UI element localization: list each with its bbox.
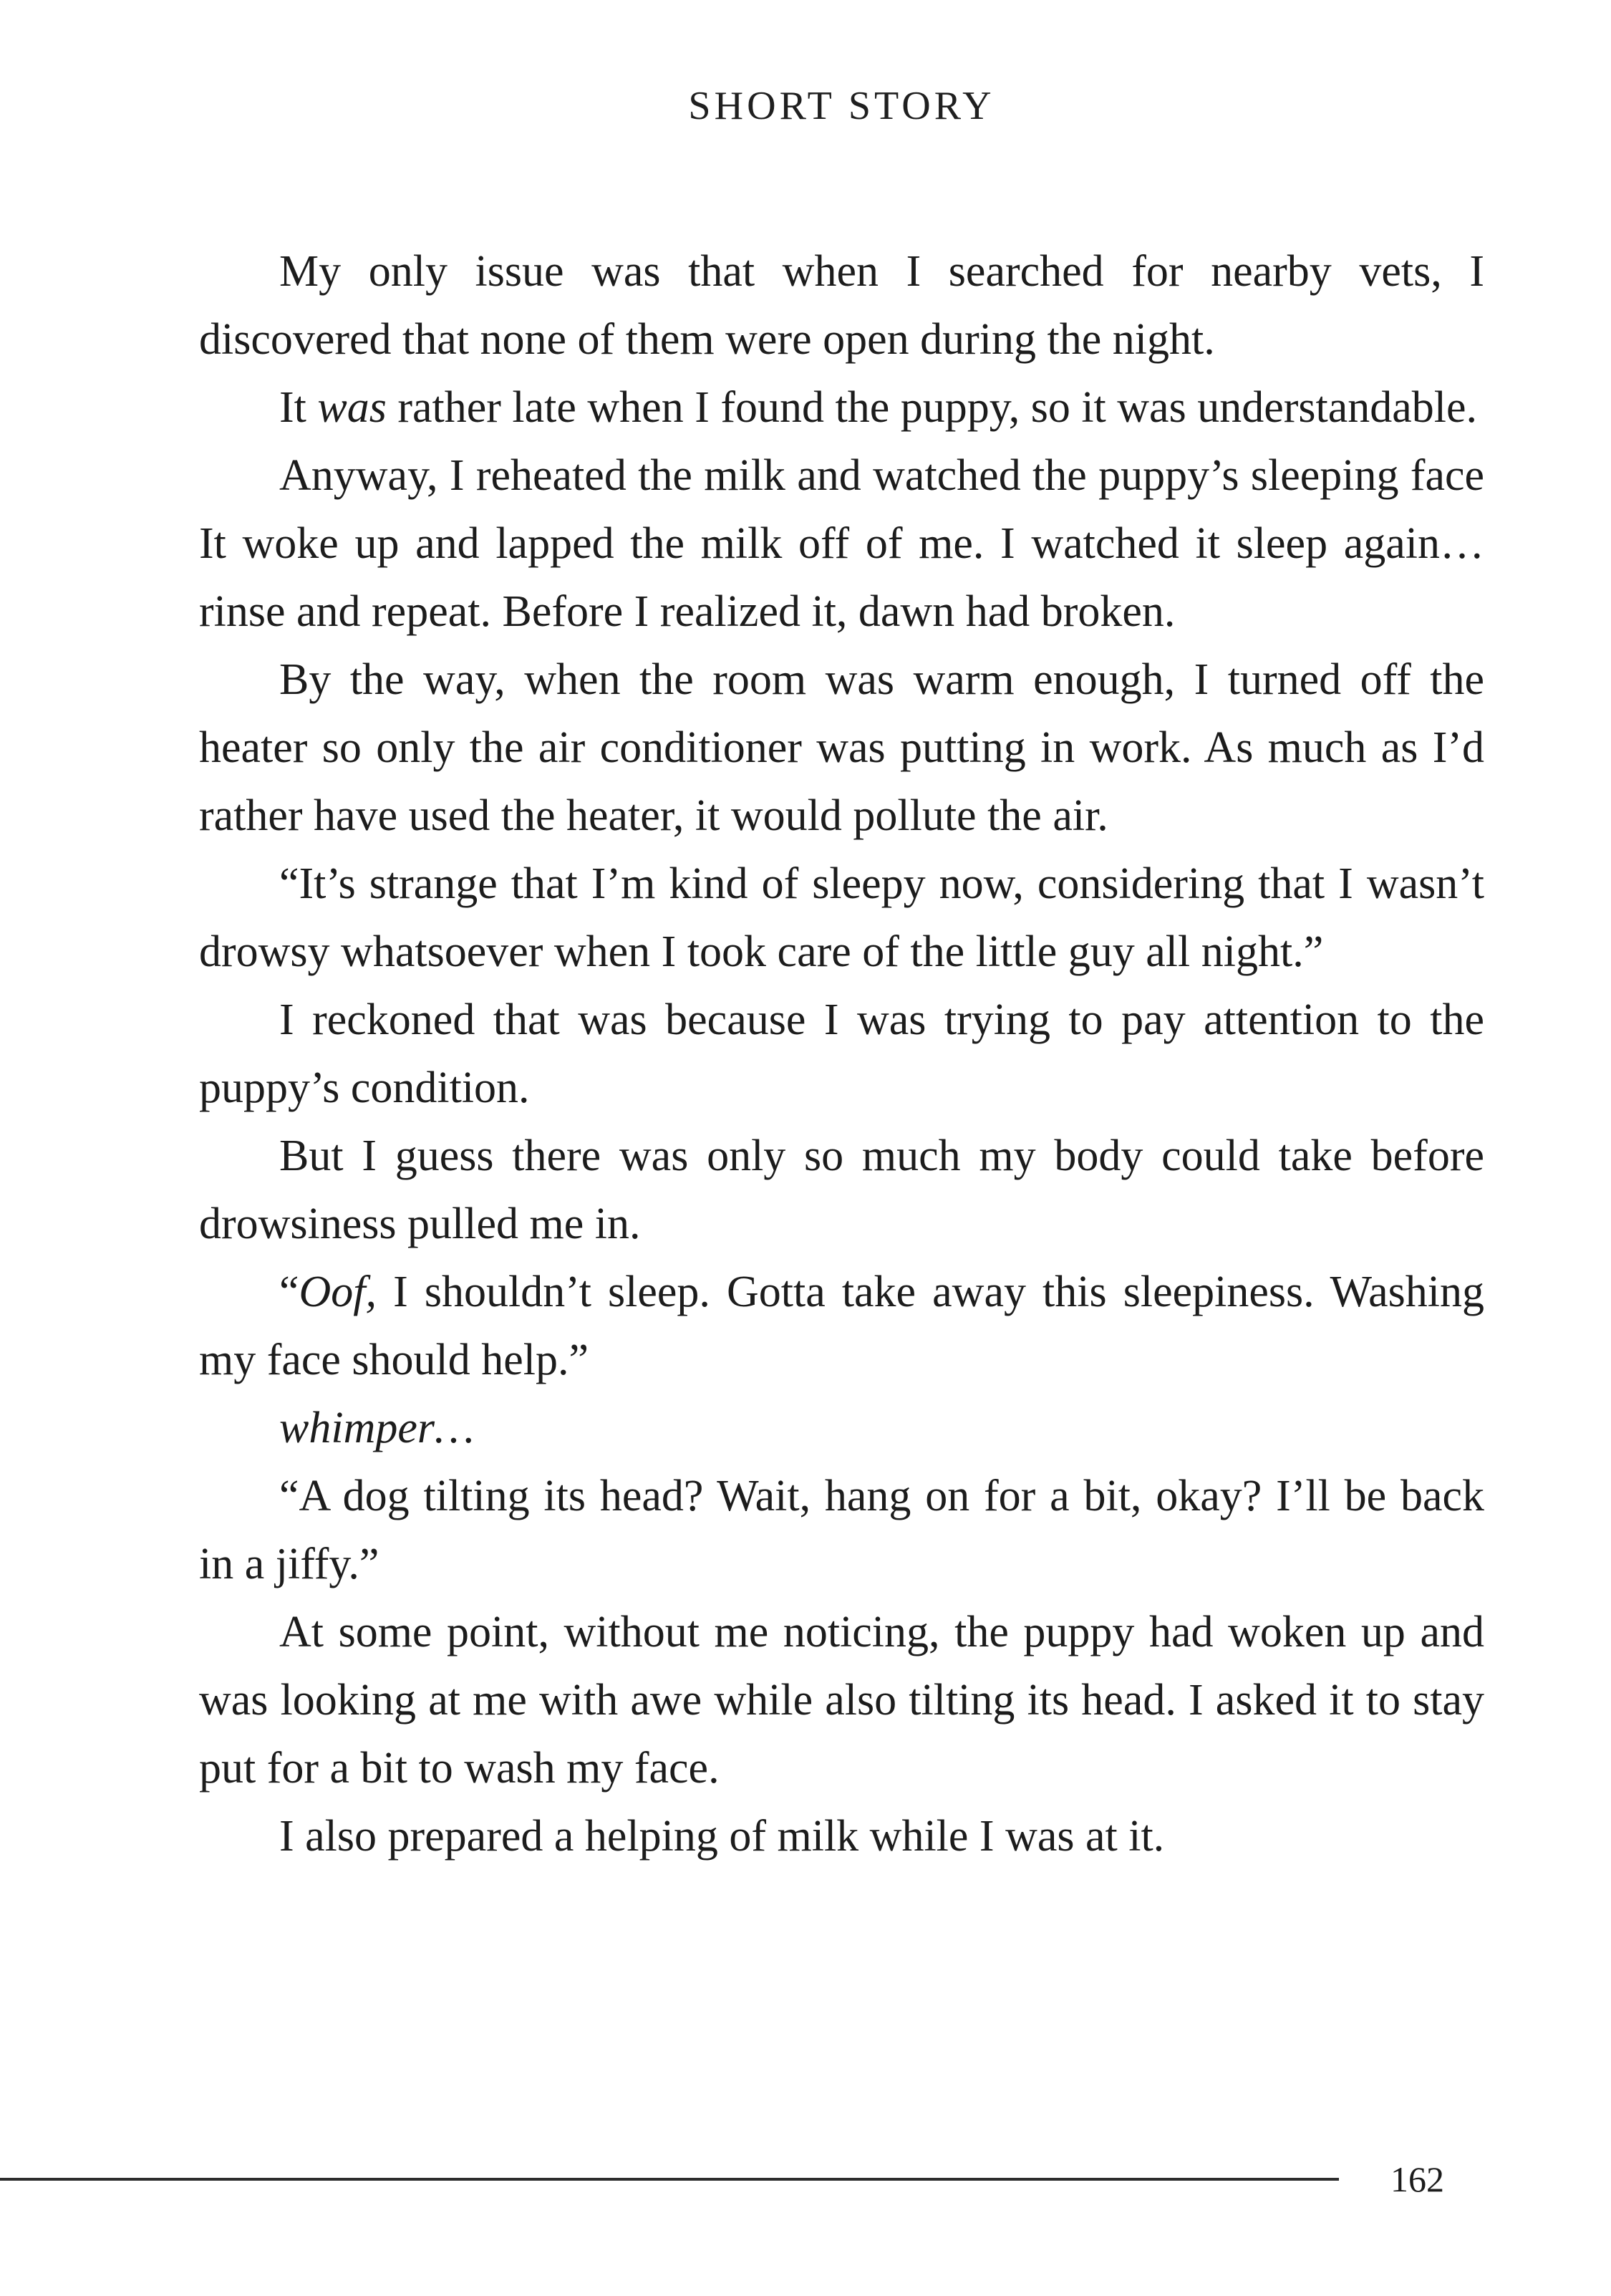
story-paragraph [199, 850, 1484, 986]
story-paragraph [199, 238, 1484, 374]
regular-text: “ [279, 1268, 299, 1316]
story-paragraph [199, 1394, 1484, 1462]
story-paragraph [199, 1803, 1484, 1871]
story-paragraph [199, 646, 1484, 850]
regular-text: I reckoned that was because I was trying to pay attention to the puppy’s condition. [199, 995, 1484, 1112]
footer-rule [0, 2178, 1339, 2181]
regular-text: My only issue was that when I searched for nearby vets, I discovered that none of them were open during the night. [199, 247, 1484, 364]
story-paragraph [199, 442, 1484, 646]
story-paragraph [199, 1122, 1484, 1258]
regular-text: It [279, 383, 318, 432]
regular-text: But I guess there was only so much my body could take before drowsiness pulled me in. [199, 1132, 1484, 1248]
page-number: 162 [1390, 2159, 1444, 2199]
italic-text: Oof, [299, 1268, 377, 1316]
regular-text: By the way, when the room was warm enough, I turned off the heater so only the air conditioner was putting in work. As much as I’d rather have used the heater, it would pollute the air. [199, 655, 1484, 840]
italic-text: was [317, 383, 387, 432]
regular-text: At some point, without me noticing, the puppy had woken up and was looking at me with awe while also tilting its head. I asked it to stay put for a bit to wash my face. [199, 1608, 1484, 1793]
italic-text: whimper… [279, 1404, 475, 1452]
story-paragraph [199, 374, 1484, 442]
regular-text: “It’s strange that I’m kind of sleepy now, considering that I wasn’t drowsy whatsoever when I took care of the little guy all night.” [199, 859, 1484, 976]
story-paragraph [199, 1462, 1484, 1598]
regular-text: Anyway, I reheated the milk and watched the puppy’s sleeping face It woke up and lapped the milk off of me. I watched it sleep again…rinse and repeat. Before I realized it, dawn had broken. [199, 451, 1484, 636]
regular-text: rather late when I found the puppy, so it was understandable. [386, 383, 1478, 432]
regular-text: “A dog tilting its head? Wait, hang on for a bit, okay? I’ll be back in a jiffy.” [199, 1472, 1484, 1588]
running-head: SHORT STORY [688, 84, 995, 128]
story-paragraph [199, 1598, 1484, 1803]
regular-text: I shouldn’t sleep. Gotta take away this sleepiness. Washing my face should help.” [199, 1268, 1484, 1384]
story-paragraph [199, 986, 1484, 1122]
story-paragraph [199, 1258, 1484, 1394]
story-text [199, 238, 1484, 1871]
regular-text: I also prepared a helping of milk while I was at it. [279, 1812, 1165, 1861]
